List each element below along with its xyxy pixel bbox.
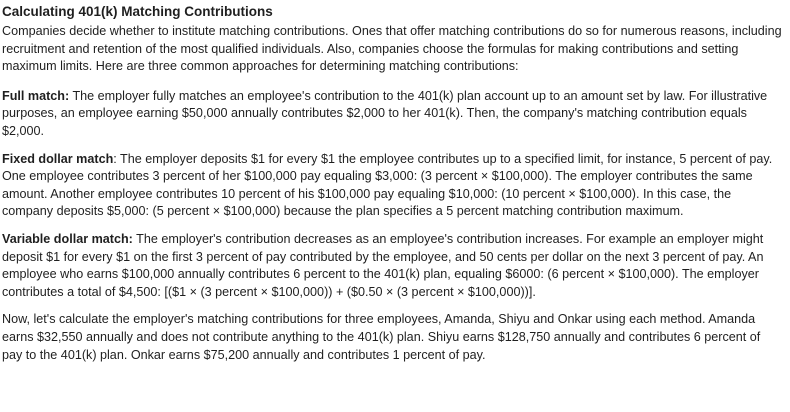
- full-match-term: Full match:: [2, 88, 70, 103]
- variable-dollar-match-term: Variable dollar match:: [2, 231, 133, 246]
- variable-dollar-match-paragraph: [2, 231, 784, 301]
- fixed-dollar-match-paragraph: [2, 151, 784, 221]
- fixed-dollar-match-term: Fixed dollar match: [2, 151, 114, 166]
- intro-paragraph: Companies decide whether to institute matching contributions. Ones that offer matching contributions do so for numerous reasons, including recruitment and retention of the most qualified individuals. Also, companies choose the formulas for making contributions and setting maximum limits. Here are three common approaches for determining matching contributions:: [2, 24, 782, 74]
- full-match-paragraph: [2, 88, 784, 141]
- variable-dollar-match-text: The employer's contribution decreases as an employee's contribution increases. For example an employer might deposit $1 for every $1 on the first 3 percent of pay contributed by the employee, and 50 cents per dollar on the next 3 percent of pay. An employee who earns $100,000 annually contributes 6 percent to the 401(k) plan, equaling $6000: (6 percent × $100,000). The employer contributes a total of $4,500: [($1 × (3 percent × $100,000)) + ($0.50 × (3 percent × $100,000))].: [2, 231, 764, 299]
- fixed-dollar-match-text: : The employer deposits $1 for every $1 the employee contributes up to a specified limit, for instance, 5 percent of pay. One employee contributes 3 percent of her $100,000 pay equaling $3,000: (3 percent × $100,000). The employer contributes the same amount. Another employee contributes 10 percent of his $100,000 pay equaling $10,000: (10 percent × $100,000). In this case, the company deposits $5,000: (5 percent × $100,000) because the plan specifies a 5 percent matching contribution maximum.: [2, 151, 773, 219]
- document-title: Calculating 401(k) Matching Contributions: [2, 4, 273, 19]
- closing-paragraph: Now, let's calculate the employer's matching contributions for three employees, Amanda, Shiyu and Onkar using each method. Amanda earns $32,550 annually and does not contribute anything to the 401(k) plan. Shiyu earns $128,750 annually and contributes 6 percent of pay to the 401(k) plan. Onkar earns $75,200 annually and contributes 1 percent of pay.: [2, 312, 761, 362]
- full-match-text: The employer fully matches an employee's contribution to the 401(k) plan account up to an amount set by law. For illustrative purposes, an employee earning $50,000 annually contributes $2,000 to her 401(k). Then, the company's matching contribution equals $2,000.: [2, 88, 768, 138]
